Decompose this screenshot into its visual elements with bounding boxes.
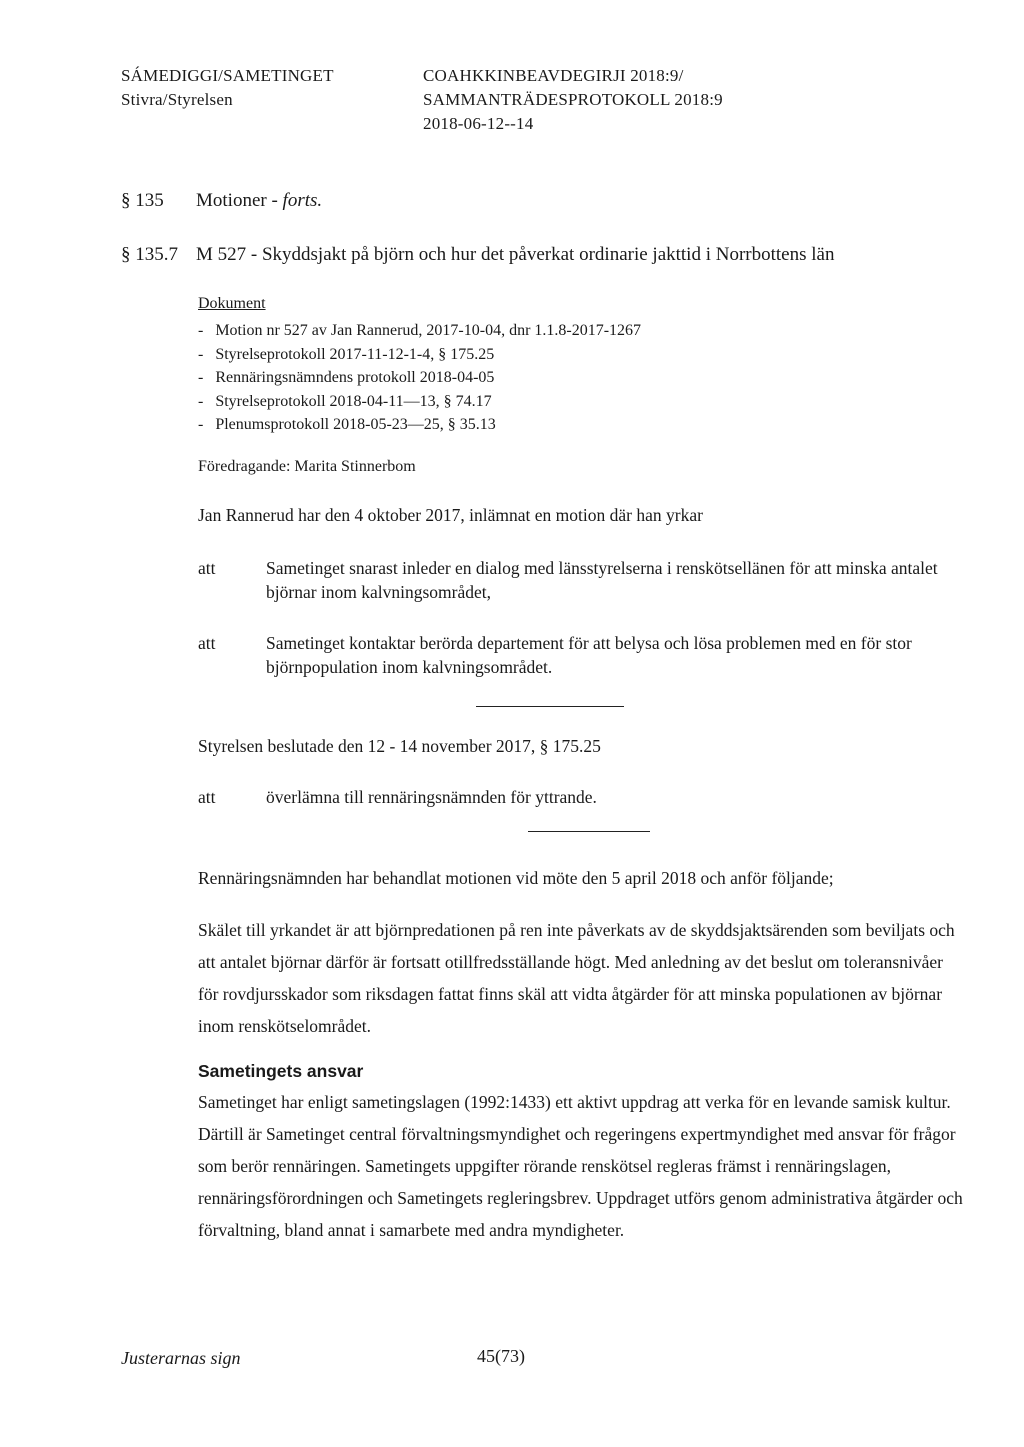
separator-line — [476, 706, 624, 707]
document-item: - Styrelseprotokoll 2018-04-11—13, § 74.17 — [198, 392, 492, 410]
subsection-number: § 135.7 — [121, 244, 178, 265]
document-item: - Plenumsprotokoll 2018-05-23—25, § 35.13 — [198, 416, 496, 433]
demand-label: att — [198, 558, 216, 578]
document-item: - Styrelseprotokoll 2017-11-12-1-4, § 175.25 — [198, 345, 495, 363]
motion-intro: Jan Rannerud har den 4 oktober 2017, inlämnat en motion där han yrkar — [198, 505, 703, 525]
demand-text: Sametinget kontaktar berörda departement för att belysa och lösa problemen med en för stor björnpopulation inom kalvningsområdet. — [266, 633, 912, 677]
signature-label: Justerarnas sign — [121, 1348, 241, 1368]
decision-label: att — [198, 787, 216, 807]
document-item: - Motion nr 527 av Jan Rannerud, 2017-10-04, dnr 1.1.8-2017-1267 — [198, 322, 642, 339]
separator-line — [528, 831, 650, 832]
board-decision: Styrelsen beslutade den 12 - 14 november 2017, § 175.25 — [198, 736, 601, 756]
protocol-title-sami: COAHKKINBEAVDEGIRJI 2018:9/ — [423, 66, 684, 85]
reason-paragraph: Skälet till yrkandet är att björnpredationen på ren inte påverkats av de skyddsjaktsärenden som beviljats och att antalet björnar därför är fortsatt otillfredsställande högt. Med anledning av det beslut om toleransnivåer för rovdjursskador som riksdagen fattat finns skäl att vidta åtgärder för att minska populationen av björnar inom renskötselområdet. — [198, 920, 955, 1036]
decision-action: överlämna till rennäringsnämnden för yttrande. — [266, 787, 597, 807]
section-title — [196, 190, 322, 212]
section-number: § 135 — [121, 190, 164, 211]
section-title-suffix: forts. — [282, 190, 323, 211]
documents-heading: Dokument — [198, 295, 266, 312]
page-number: 45(73) — [477, 1346, 525, 1366]
org-name: SÁMEDIGGI/SAMETINGET — [121, 66, 334, 85]
responsibility-text: Sametinget har enligt sametingslagen (1992:1433) ett aktivt uppdrag att verka för en levande samisk kultur. Därtill är Sametinget central förvaltningsmyndighet och regeringens expertmyndighet med ansvar för frågor som berör rennäringen. Sametingets uppgifter rörande renskötsel regleras främst i rennäringslagen, rennäringsförordningen och Sametingets regleringsbrev. Uppdraget utförs genom administrativa åtgärder och förvaltning, bland annat i samarbete med andra myndigheter. — [198, 1092, 963, 1240]
documents-list — [198, 319, 641, 437]
demand-text: Sametinget snarast inleder en dialog med länsstyrelserna i renskötsellänen för att minska antalet björnar inom kalvningsområdet, — [266, 558, 938, 602]
committee-statement: Rennäringsnämnden har behandlat motionen vid möte den 5 april 2018 och anför följande; — [198, 868, 834, 888]
presenter: Föredragande: Marita Stinnerbom — [198, 458, 416, 475]
responsibility-heading: Sametingets ansvar — [198, 1061, 364, 1081]
demand-label: att — [198, 633, 216, 653]
protocol-title-swedish: SAMMANTRÄDESPROTOKOLL 2018:9 — [423, 90, 723, 109]
document-item: - Rennäringsnämndens protokoll 2018-04-05 — [198, 369, 495, 386]
subsection-title: M 527 - Skyddsjakt på björn och hur det påverkat ordinarie jakttid i Norrbottens län — [196, 244, 835, 265]
section-title-text: Motioner - — [196, 190, 278, 211]
meeting-dates: 2018-06-12--14 — [423, 114, 534, 133]
org-subunit: Stivra/Styrelsen — [121, 90, 233, 109]
